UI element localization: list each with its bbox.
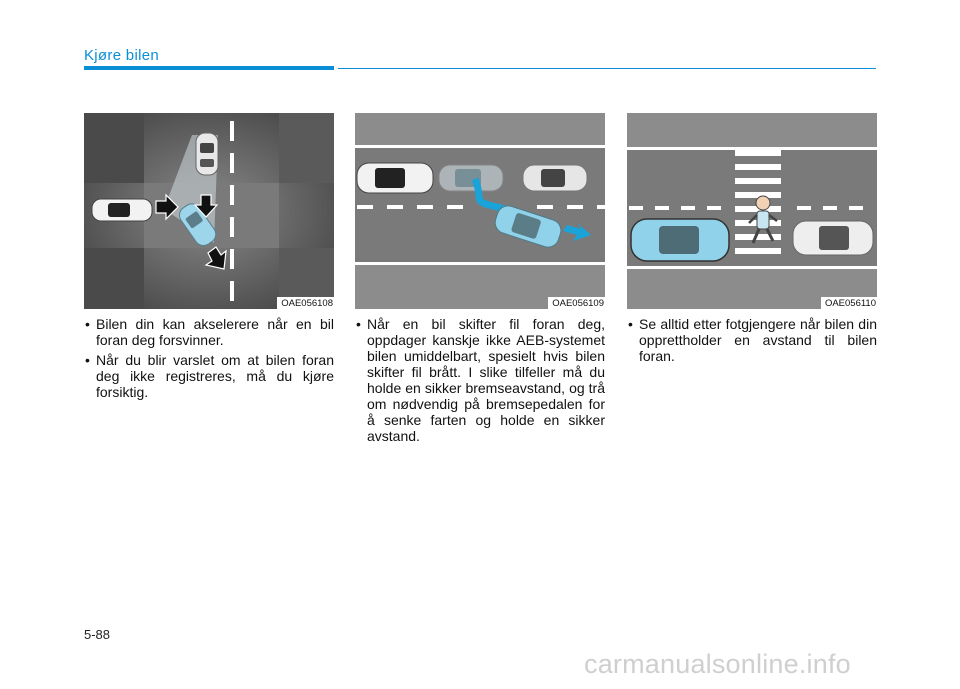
- figure-code: OAE056108: [277, 297, 334, 309]
- car-changing-lane-illustration: [355, 113, 605, 309]
- bullet-item: • Når du blir varslet om at bilen foran deg ikke registreres, må du kjøre forsiktig.: [84, 352, 334, 400]
- figure-code: OAE056110: [821, 297, 877, 309]
- lead-car: [793, 221, 873, 255]
- car-overtaking-at-intersection-illustration: [84, 113, 334, 309]
- pedestrian-crossing-illustration: [627, 113, 877, 309]
- column-2-text: [355, 316, 605, 448]
- watermark: carmanualsonline.info: [584, 649, 851, 679]
- front-car: [196, 133, 218, 175]
- section-title: Kjøre bilen: [84, 47, 159, 64]
- figure-2: [355, 113, 605, 309]
- lead-car: [523, 165, 587, 191]
- page-number: 5-88: [84, 627, 111, 642]
- ego-car: [357, 163, 433, 193]
- header-rule-thick: [84, 66, 334, 70]
- bullet-item: • Når en bil skifter fil foran deg, oppdager kanskje ikke AEB-systemet bilen umiddelbart, spesielt hvis bilen skifter fil brått. I slike tilfeller må du holde en sikker bremseavstand, og trå om nødvendig på bremsepedalen for å senke farten og holde en sikker avstand.: [355, 316, 605, 444]
- ego-car: [92, 199, 152, 221]
- figure-code: OAE056109: [548, 297, 605, 309]
- ego-car: [631, 219, 729, 261]
- column-1-text: [84, 316, 334, 404]
- header-rule-thin: [338, 68, 876, 69]
- figure-3: [627, 113, 877, 309]
- bullet-item: • Bilen din kan akselerere når en bil foran deg forsvinner.: [84, 316, 334, 348]
- bullet-item: • Se alltid etter fotgjengere når bilen din opprettholder en avstand til bilen foran.: [627, 316, 877, 364]
- column-3-text: [627, 316, 877, 368]
- figure-1: [84, 113, 334, 309]
- ghost-car: [439, 165, 503, 191]
